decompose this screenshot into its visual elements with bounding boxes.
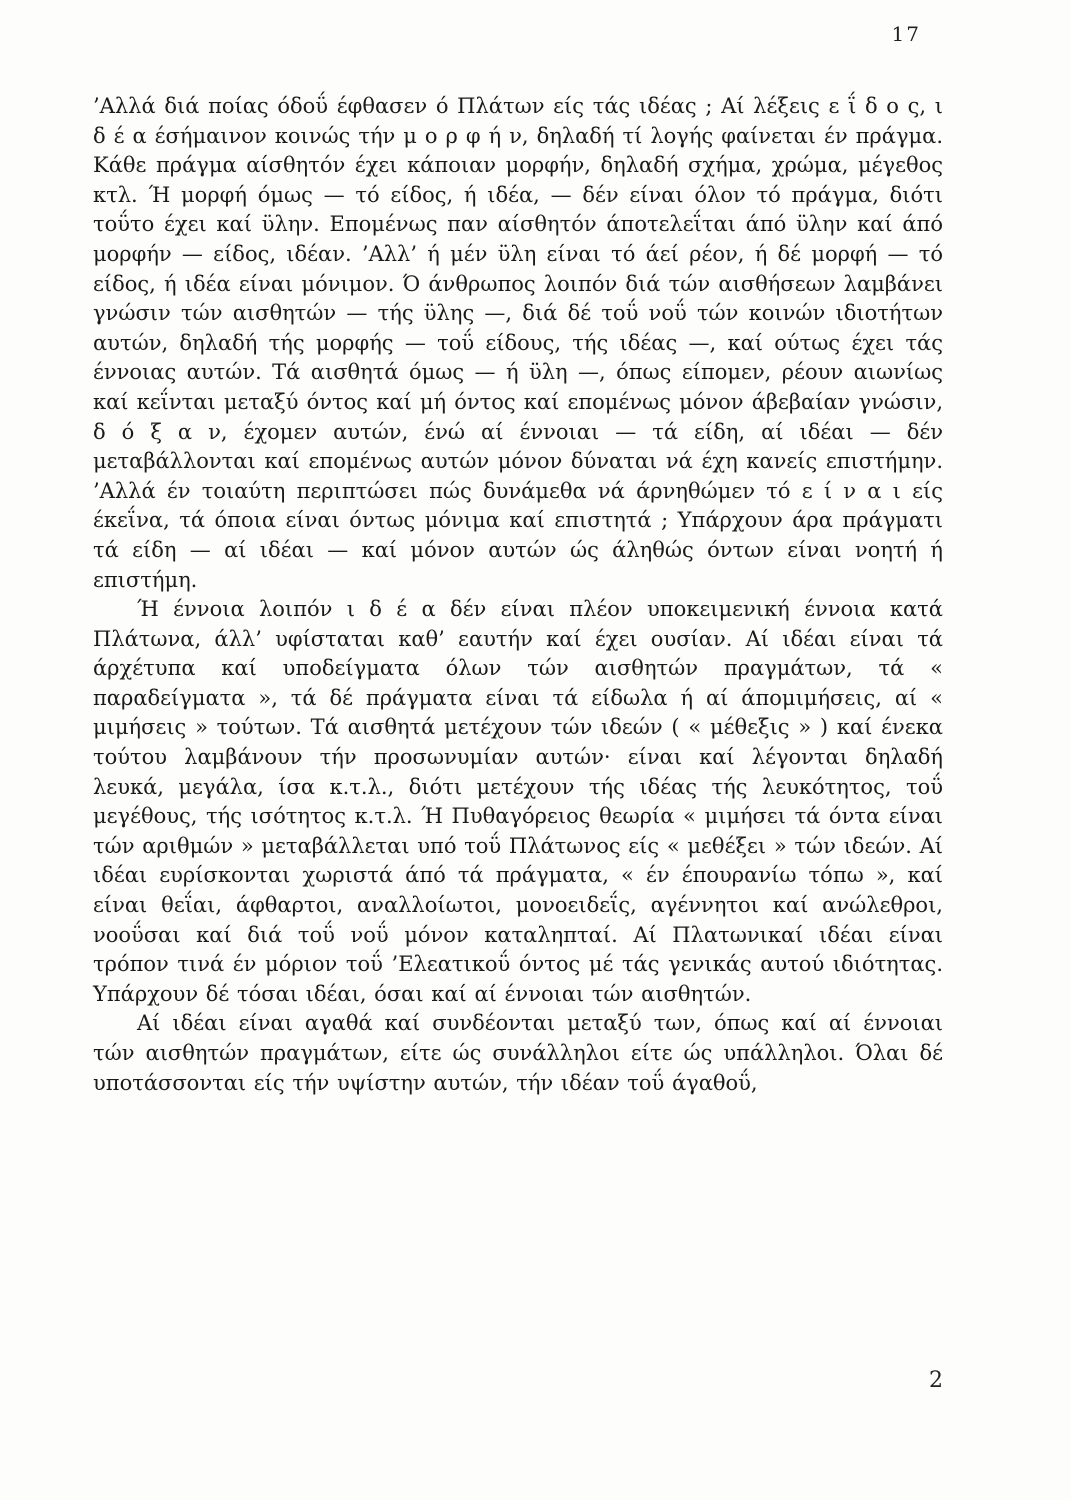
paragraph-2: Ή έννοια λοιπόν ι δ έ α δέν είναι πλέον υποκειμενική έννοια κατά Πλάτωνα, άλλ’ υφίσταται καθ’ εαυτήν καί έχει ουσίαν. Αί ιδέαι είναι τά άρχέτυπα καί υποδείγματα όλων τών αισθητών πραγμάτων, τά « παραδείγματα », τά δέ πράγματα είναι τά είδωλα ή αί άπομιμήσεις, αί « μιμήσεις » τούτων. Τά αισθητά μετέχουν τών ιδεών ( « μέθεξις » ) καί ένεκα τούτου λαμβάνουν τήν προσωνυμίαν αυτών· είναι καί λέγονται δηλαδή λευκά, μεγάλα, ίσα κ.τ.λ., διότι μετέχουν τής ιδέας τής λευκότητος, τοΰ μεγέθους, τής ισότητος κ.τ.λ. Ή Πυθαγόρειος θεωρία « μιμήσει τά όντα είναι τών αριθμών » μεταβάλλεται υπό τοΰ Πλάτωνος είς « μεθέξει » τών ιδεών. Αί ιδέαι ευρίσκονται χωριστά άπό τά πράγματα, « έν έπουρανίω τόπω », καί είναι θεΐαι, άφθαρτοι, αναλλοίωτοι, μονοειδεΐς, αγέννητοι καί ανώλεθροι, νοοΰσαι καί διά τοΰ νοΰ μόνον καταληπταί. Αί Πλατωνικαί ιδέαι είναι τρόπον τινά έν μόριον τοΰ ’Ελεατικοΰ όντος μέ τάς γενικάς αυτού ιδιότητας. Υπάρχουν δέ τόσαι ιδέαι, όσαι καί αί έννοιαι τών αισθητών. <box>93 597 943 1006</box>
page-number-top: 17 <box>891 22 921 46</box>
paragraph-3: Αί ιδέαι είναι αγαθά καί συνδέονται μεταξύ των, όπως καί αί έννοιαι τών αισθητών πραγμάτων, είτε ώς συνάλληλοι είτε ώς υπάλληλοι. Όλαι δέ υποτάσσονται είς τήν υψίστην αυτών, τήν ιδέαν τοΰ άγαθοΰ, <box>93 1011 943 1095</box>
page-number-bottom: 2 <box>929 1368 943 1393</box>
paragraph-1: ’Αλλά διά ποίας όδοΰ έφθασεν ό Πλάτων είς τάς ιδέας ; Αί λέξεις ε ΐ δ ο ς, ι δ έ α έσήμαινον κοινώς τήν μ ο ρ φ ή ν, δηλαδή τί λογής φαίνεται έν πράγμα. Κάθε πράγμα αίσθητόν έχει κάποιαν μορφήν, δηλαδή σχήμα, χρώμα, μέγεθος κτλ. Ή μορφή όμως — τό είδος, ή ιδέα, — δέν είναι όλον τό πράγμα, διότι τοΰτο έχει καί ϋλην. Επομένως παν αίσθητόν άποτελεΐται άπό ϋλην καί άπό μορφήν — είδος, ιδέαν. ’Αλλ’ ή μέν ϋλη είναι τό άεί ρέον, ή δέ μορφή — τό είδος, ή ιδέα είναι μόνιμον. Ό άνθρωπος λοιπόν διά τών αισθήσεων λαμβάνει γνώσιν τών αισθητών — τής ϋλης —, διά δέ τοΰ νοΰ τών κοινών ιδιοτήτων αυτών, δηλαδή τής μορφής — τοΰ είδους, τής ιδέας —, καί ούτως έχει τάς έννοιας αυτών. Τά αισθητά όμως — ή ϋλη —, όπως είπομεν, ρέουν αιωνίως καί κεΐνται μεταξύ όντος καί μή όντος καί επομένως μόνον άβεβαίαν γνώσιν, δ ό ξ α ν, έχομεν αυτών, ένώ αί έννοιαι — τά είδη, αί ιδέαι — δέν μεταβάλλονται καί επομένως αυτών μόνον δύναται νά έχη κανείς επιστήμην. ’Αλλά έν τοιαύτη περιπτώσει πώς δυνάμεθα νά άρνηθώμεν τό ε ί ν α ι είς έκεΐνα, τά όποια είναι όντως μόνιμα καί επιστητά ; Υπάρχουν άρα πράγματι τά είδη — αί ιδέαι — καί μόνον αυτών ώς άληθώς όντων είναι νοητή ή επιστήμη. <box>93 94 943 592</box>
body-text <box>93 92 943 1098</box>
